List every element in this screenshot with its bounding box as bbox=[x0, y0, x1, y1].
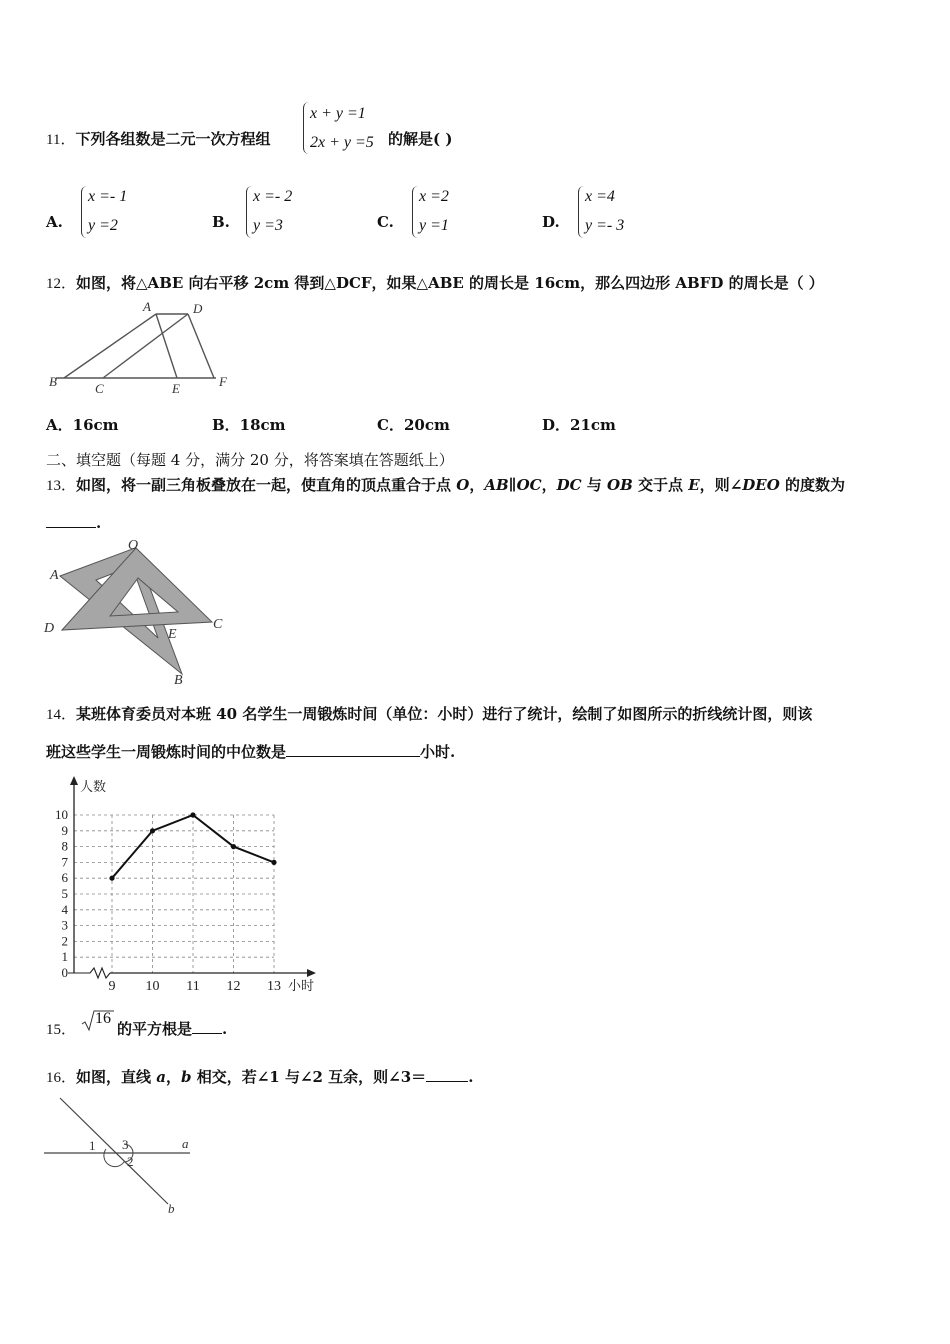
q13-stem-b: 的度数为 bbox=[779, 476, 845, 494]
q15-stem: 的平方根是 bbox=[117, 1020, 193, 1038]
q13-answer-row bbox=[46, 513, 101, 532]
chart-xlabel: 小时 bbox=[288, 978, 315, 993]
q13-label-o: O bbox=[128, 538, 139, 553]
q11-option-c-l2: y =1 bbox=[419, 217, 449, 234]
q14-text-2b: 小时. bbox=[420, 743, 456, 761]
chart-ylabel: 人数 bbox=[80, 779, 107, 794]
q16-intersecting-lines-figure bbox=[44, 1094, 204, 1220]
q16-stem-row bbox=[46, 1066, 473, 1087]
q14-number: 14． bbox=[46, 707, 77, 723]
q16-label-1: 1 bbox=[89, 1138, 96, 1153]
data-point bbox=[271, 860, 276, 865]
q11-option-c-label: C. bbox=[377, 213, 394, 231]
q12-segment-ae bbox=[156, 314, 177, 378]
q15-stem-row bbox=[117, 1018, 227, 1039]
q16-answer-blank bbox=[426, 1067, 468, 1082]
q12-label-c: C bbox=[95, 381, 104, 396]
q12-stem-row bbox=[46, 272, 824, 293]
y-tick-label: 2 bbox=[61, 933, 68, 949]
q11-eq2: 2x + y =5 bbox=[310, 134, 374, 151]
y-tick-label: 6 bbox=[61, 870, 68, 886]
x-tick-label: 13 bbox=[267, 979, 281, 994]
q16-comma: ， bbox=[165, 1068, 181, 1086]
q13-comma-1: ， bbox=[469, 476, 485, 494]
q13-label-e: E bbox=[168, 627, 177, 642]
q12-number: 12． bbox=[46, 276, 77, 292]
q16-line-a: a bbox=[156, 1068, 166, 1086]
y-tick-label: 10 bbox=[55, 807, 68, 822]
q13-label-c: C bbox=[213, 617, 223, 632]
q12-option-a: A．16cm bbox=[46, 416, 119, 434]
q13-answer-blank bbox=[46, 513, 96, 528]
q13-label-b: B bbox=[174, 673, 183, 688]
q11-option-a-l2: y =2 bbox=[88, 217, 118, 234]
q11-stem: 下列各组数是二元一次方程组 bbox=[75, 130, 271, 148]
y-tick-label: 5 bbox=[61, 886, 68, 901]
q12-label-a: A bbox=[143, 299, 151, 314]
y-axis-arrow bbox=[70, 776, 78, 785]
q11-eq1: x + y =1 bbox=[310, 105, 366, 122]
q11-option-d-l1: x =4 bbox=[585, 188, 615, 205]
q13-label-d: D bbox=[44, 621, 55, 636]
chart-grid bbox=[74, 815, 274, 973]
q13-comma-2: ， bbox=[541, 476, 557, 494]
q11-option-d-brace bbox=[578, 186, 584, 238]
q13-line-dc: DC bbox=[556, 476, 582, 494]
q11-option-b-l1: x =- 2 bbox=[253, 188, 293, 205]
q15-radicand: 16 bbox=[95, 1010, 111, 1027]
q16-end: . bbox=[468, 1068, 474, 1086]
q15-row bbox=[46, 1018, 76, 1039]
q15-end: . bbox=[222, 1020, 228, 1038]
q16-number: 16． bbox=[46, 1070, 77, 1086]
q11-option-b-l2: y =3 bbox=[253, 217, 283, 234]
q12-segment-ab bbox=[64, 314, 156, 378]
q13-end: . bbox=[96, 514, 102, 532]
q11-option-c-l1: x =2 bbox=[419, 188, 449, 205]
q11-option-b-label: B. bbox=[212, 213, 230, 231]
q16-stem-b: 相交，若∠1 与∠2 互余，则∠3＝ bbox=[191, 1068, 427, 1086]
q11-number: 11． bbox=[46, 132, 76, 148]
q16-line-b: b bbox=[181, 1068, 192, 1086]
q11-option-c-brace bbox=[412, 186, 418, 238]
q15-number: 15． bbox=[46, 1022, 77, 1038]
y-tick-label: 8 bbox=[61, 838, 68, 854]
q13-ze: ，则 bbox=[699, 476, 730, 494]
x-tick-label: 9 bbox=[108, 979, 116, 994]
q12-label-e: E bbox=[172, 381, 180, 396]
q12-option-d: D．21cm bbox=[542, 416, 616, 434]
q13-ab-parallel-oc: AB∥OC bbox=[484, 476, 542, 494]
q14-line-chart bbox=[40, 772, 340, 997]
q13-point-o: O bbox=[456, 476, 470, 494]
q11-tail: 的解是( ) bbox=[388, 130, 453, 148]
q11-option-a-label: A. bbox=[46, 213, 63, 231]
q12-label-f: F bbox=[219, 374, 227, 389]
q12-stem: 如图，将△ABE 向右平移 2cm 得到△DCF，如果△ABE 的周长是 16cm，那么四边形 ABFD 的周长是（ ） bbox=[76, 274, 824, 292]
chart-x-ticks bbox=[109, 979, 282, 994]
q15-answer-blank bbox=[192, 1019, 222, 1034]
q13-stem-row bbox=[46, 474, 845, 495]
q13-line-ob: OB bbox=[607, 476, 633, 494]
q13-number: 13． bbox=[46, 478, 77, 494]
q16-label-2: 2 bbox=[127, 1154, 134, 1169]
q11-option-d-l2: y =- 3 bbox=[585, 217, 625, 234]
q13-set-squares-figure bbox=[40, 536, 240, 691]
q12-label-b: B bbox=[49, 374, 57, 389]
q12-option-b: B．18cm bbox=[212, 416, 286, 434]
q16-label-3: 3 bbox=[122, 1137, 129, 1152]
q14-line-1 bbox=[46, 703, 812, 724]
y-tick-label: 3 bbox=[61, 917, 68, 933]
data-point bbox=[190, 812, 195, 817]
q13-jiao: 交于点 bbox=[632, 476, 689, 494]
q12-label-d: D bbox=[193, 301, 203, 316]
q13-yu: 与 bbox=[581, 476, 608, 494]
q11-option-a-l1: x =- 1 bbox=[88, 188, 128, 205]
q12-translation-figure bbox=[46, 298, 236, 400]
q16-label-b: b bbox=[168, 1201, 175, 1216]
x-tick-label: 10 bbox=[145, 979, 160, 994]
q14-text-2a: 班这些学生一周锻炼时间的中位数是 bbox=[46, 743, 287, 761]
data-point bbox=[109, 876, 114, 881]
q16-label-a: a bbox=[182, 1136, 189, 1151]
chart-y-ticks bbox=[55, 807, 69, 980]
q14-text-1: 某班体育委员对本班 40 名学生一周锻炼时间（单位：小时）进行了统计，绘制了如图所示的折线统计图，则该 bbox=[76, 705, 813, 723]
y-tick-label: 0 bbox=[61, 965, 68, 980]
q13-stem-a: 如图，将一副三角板叠放在一起，使直角的顶点重合于点 bbox=[76, 476, 457, 494]
y-tick-label: 7 bbox=[61, 854, 68, 870]
chart-axes bbox=[68, 776, 316, 978]
q11-system-brace bbox=[303, 102, 310, 154]
q11-option-a-brace bbox=[81, 186, 87, 238]
q16-line-b-drawing bbox=[60, 1098, 168, 1204]
x-axis-arrow bbox=[307, 969, 316, 977]
q12-segment-dc bbox=[103, 314, 188, 378]
q16-stem-a: 如图，直线 bbox=[76, 1068, 157, 1086]
q11-stem-row bbox=[46, 128, 270, 149]
y-tick-label: 4 bbox=[61, 901, 68, 917]
y-tick-label: 1 bbox=[61, 949, 68, 965]
data-point bbox=[231, 844, 236, 849]
q12-option-c: C．20cm bbox=[377, 416, 450, 434]
x-tick-label: 11 bbox=[186, 979, 200, 994]
q14-line-2 bbox=[46, 741, 455, 762]
x-tick-label: 12 bbox=[226, 979, 241, 994]
q14-answer-blank bbox=[286, 742, 420, 757]
q13-label-a: A bbox=[50, 568, 59, 583]
data-point bbox=[150, 828, 155, 833]
q12-segment-df bbox=[188, 314, 214, 378]
q13-angle-deo: ∠DEO bbox=[729, 476, 780, 494]
section-2-title: 二、填空题（每题 4 分，满分 20 分，将答案填在答题纸上） bbox=[46, 451, 454, 469]
y-tick-label: 9 bbox=[61, 822, 68, 838]
q11-option-b-brace bbox=[246, 186, 252, 238]
q13-point-e: E bbox=[688, 476, 700, 494]
q11-option-d-label: D. bbox=[542, 213, 560, 231]
